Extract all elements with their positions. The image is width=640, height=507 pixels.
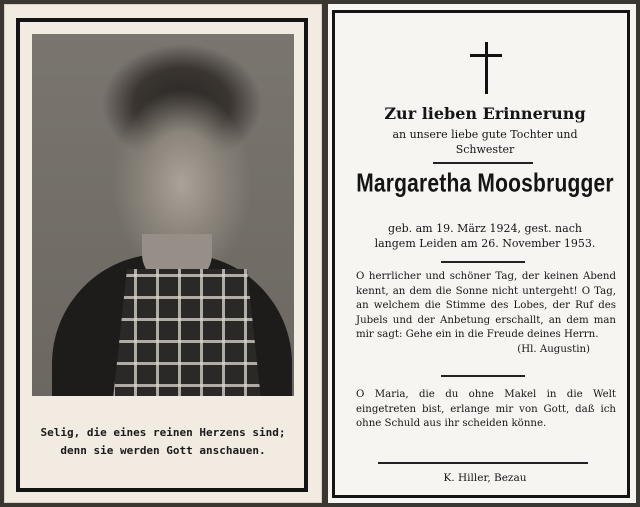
divider <box>441 375 525 377</box>
divider <box>441 261 525 263</box>
deceased-name: Margaretha Moosbrugger <box>356 169 614 198</box>
divider <box>378 462 588 464</box>
checkered-collar <box>112 269 262 396</box>
dedication-line-1: an unsere liebe gute Tochter und <box>392 128 578 141</box>
cross-icon-bar <box>470 54 502 57</box>
memorial-text-card <box>328 4 636 503</box>
cross-icon <box>485 42 488 94</box>
heading: Zur lieben Erinnerung <box>384 104 586 123</box>
prayer-1-attribution: (Hl. Augustin) <box>517 343 590 355</box>
dedication-line-2: Schwester <box>455 143 515 156</box>
dedication <box>344 127 626 157</box>
dates-line-1: geb. am 19. März 1924, gest. nach <box>388 222 582 235</box>
dates-line-2: langem Leiden am 26. November 1953. <box>374 237 596 250</box>
printer-credit: K. Hiller, Bezau <box>443 472 527 484</box>
memorial-photo-card <box>4 4 322 503</box>
caption-line-2: denn sie werden Gott anschauen. <box>60 444 266 457</box>
divider <box>433 162 533 164</box>
life-dates <box>344 221 626 251</box>
portrait-photo <box>32 34 294 396</box>
prayer-1-text: O herrlicher und schöner Tag, der keinen Abend kennt, an dem die Sonne nicht untergeht! O Tag, an welchem die Stimme des Lobes, der Ruf des Jubels und der Anbetung erschallt, an dem man mir sagt: Gehe ein in die Freude deines Herrn. <box>356 271 616 340</box>
caption-line-1: Selig, die eines reinen Herzens sind; <box>40 426 286 439</box>
prayer-paragraph-1 <box>356 270 616 357</box>
prayer-paragraph-2: O Maria, die du ohne Makel in die Welt eingetreten bist, erlange mir von Gott, daß ich ohne Schuld aus ihr scheiden könne. <box>356 389 616 429</box>
photo-caption <box>24 424 302 460</box>
